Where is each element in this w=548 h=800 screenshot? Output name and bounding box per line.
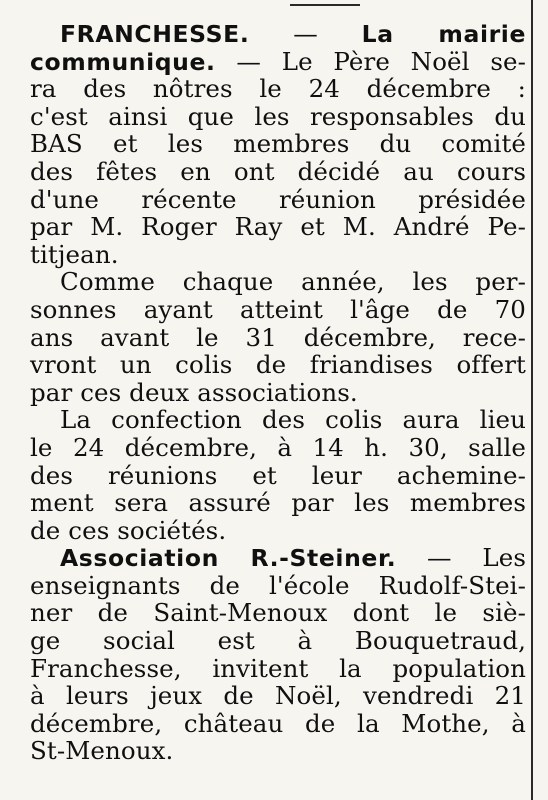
article1-para2-line: Comme chaque année, les per- (60, 267, 526, 297)
article1-para2-line: vront un colis de friandises offert (30, 350, 526, 380)
article2-line: Franchesse, invitent la population (30, 653, 526, 683)
article1-line: ra des nôtres le 24 décembre : (30, 74, 526, 104)
article1-para2-line: sonnes ayant atteint l'âge de 70 (30, 294, 526, 324)
column-rule (531, 0, 533, 800)
article2-line: décembre, château de la Mothe, à (30, 708, 526, 738)
article2-line: ner de Saint-Menoux dont le siè- (30, 598, 526, 628)
article1-line (30, 48, 526, 76)
article1-heading-part3: communique. (30, 47, 216, 76)
article1-line: c'est ainsi que les responsables du (30, 101, 526, 131)
article2-heading-line (30, 544, 526, 572)
article2-heading-dash: — Les (396, 543, 526, 573)
article1-line: BAS et les membres du comité (30, 129, 526, 159)
top-rule (290, 4, 360, 6)
article1-para3-line: La confection des colis aura lieu (60, 405, 526, 435)
article1-line: par M. Roger Ray et M. André Pe- (30, 212, 526, 242)
article1-line-text: — Le Père Noël se- (215, 46, 526, 76)
article1-heading: FRANCHESSE. (60, 20, 250, 48)
article2-heading: Association R.-Steiner. (60, 544, 397, 573)
article2-line: enseignants de l'école Rudolf-Stei- (30, 570, 526, 600)
article1-para2-line: ans avant le 31 décembre, rece- (30, 322, 526, 352)
article1-para2-line: par ces deux associations. (30, 377, 358, 407)
article2-line: St-Menoux. (30, 736, 174, 766)
article1-line: d'une récente réunion présidée (30, 184, 526, 214)
article1-line: des fêtes en ont décidé au cours (30, 156, 526, 186)
article1-heading-part2: La mairie (361, 20, 526, 48)
article1-para3-line: de ces sociétés. (30, 515, 227, 545)
article2-line: à leurs jeux de Noël, vendredi 21 (30, 681, 526, 711)
article1-line: titjean. (30, 239, 119, 269)
article1-para3-line: ment sera assuré par les membres (30, 488, 526, 518)
article1-para3-line: des réunions et leur achemine- (30, 460, 526, 490)
article2-line: ge social est à Bouquetraud, (30, 626, 526, 656)
article1-para3-line: le 24 décembre, à 14 h. 30, salle (30, 432, 526, 462)
heading-dash: — (249, 19, 362, 48)
article1-heading-line (30, 20, 526, 48)
article-text (30, 20, 526, 765)
